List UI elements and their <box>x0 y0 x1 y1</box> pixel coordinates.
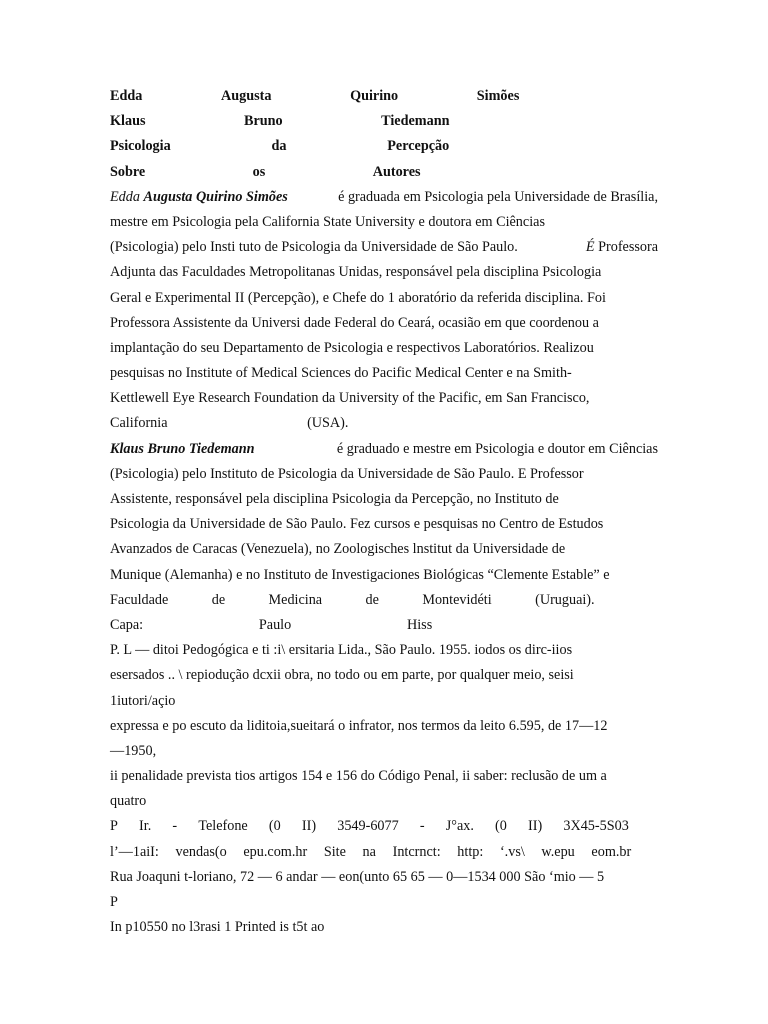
credits-line <box>110 739 658 764</box>
word: - <box>419 818 425 835</box>
word: Percepção <box>387 138 450 155</box>
word: (0 <box>268 818 281 835</box>
word: w.epu <box>541 843 575 860</box>
bio2-line <box>110 563 658 588</box>
word: Quirino <box>350 88 399 104</box>
word: Medicina <box>268 591 323 608</box>
text: quatro <box>110 793 147 810</box>
word: ‘.vs\ <box>499 843 525 860</box>
credits-line <box>110 663 658 688</box>
word: Psicologia <box>110 138 171 155</box>
word: Faculdade <box>110 591 169 608</box>
word: Intcrnct: <box>392 843 441 860</box>
text: É <box>585 239 595 256</box>
text: 1iutori/açio <box>110 692 176 709</box>
bio1-name-first: Edda <box>110 188 140 205</box>
address-line <box>110 865 658 890</box>
bio1-last-line <box>110 411 658 436</box>
phone-line <box>110 814 658 839</box>
text: P <box>110 894 118 910</box>
text-block <box>110 84 658 940</box>
text: Rua Joaquni t-loriano, 72 — 6 andar — eon(unto 65 65 — 0—1534 000 São ‘mio — 5 <box>110 868 605 885</box>
word: II) <box>301 818 317 835</box>
authors-line-2 <box>110 109 658 134</box>
bio1-line-1 <box>110 185 658 210</box>
credits-line <box>110 689 658 714</box>
text: Munique (Alemanha) e no Instituto de Investigaciones Biológicas “Clemente Estable” e <box>110 566 610 583</box>
word: epu.com.hr <box>243 843 308 860</box>
text: Professora Assistente da Universi dade Federal do Ceará, ocasião em que coordenou a <box>110 314 599 331</box>
capa-line <box>110 613 658 638</box>
word: II) <box>528 818 543 835</box>
word: vendas(o <box>175 843 227 860</box>
address-end-line <box>110 890 658 915</box>
word: 3X45-5S03 <box>563 818 629 835</box>
word: http: <box>457 843 484 860</box>
word: Augusta <box>220 88 272 104</box>
word: Klaus <box>110 113 146 130</box>
text: expressa e po escuto da liditoia,sueitará o infrator, nos termos da leito 6.595, de 17—12 <box>110 717 608 734</box>
text: esersados .. \ repiodução dcxii obra, no todo ou em parte, por qualquer meio, seisi <box>110 667 574 684</box>
text: ii penalidade prevista tios artigos 154 e 156 do Código Penal, ii saber: reclusão de um a <box>110 768 607 785</box>
printed-line <box>110 915 658 940</box>
word: California <box>110 415 168 432</box>
bio1-line <box>110 235 658 260</box>
bio2-line <box>110 537 658 562</box>
word: (Uruguai). <box>535 591 595 608</box>
word: 3549-6077 <box>337 818 399 835</box>
credits-line <box>110 764 658 789</box>
text: Adjunta das Faculdades Metropolitanas Unidas, responsável pela disciplina Psicologia <box>110 264 602 281</box>
word: Sobre <box>110 163 146 180</box>
text: implantação do seu Departamento de Psicologia e respectivos Laboratórios. Realizou <box>110 339 594 356</box>
bio1-line <box>110 210 658 235</box>
web-line <box>110 840 658 865</box>
bio1-line1-rest: é graduada em Psicologia pela Universidade de Brasília, <box>338 188 658 205</box>
word: - <box>172 818 178 835</box>
word: na <box>362 843 376 860</box>
bio1-line <box>110 260 658 285</box>
bio2-line <box>110 487 658 512</box>
bio1-name-rest: Augusta Quirino Simões <box>143 188 288 205</box>
bio2-name: Klaus Bruno Tiedemann <box>110 440 255 457</box>
text: P. L — ditoi Pedogógica e ti :i\ ersitaria Lida., São Paulo. 1955. iodos os dirc-iios <box>110 642 573 659</box>
bio1-line <box>110 286 658 311</box>
text: Psicologia da Universidade de São Paulo. Fez cursos e pesquisas no Centro de Estudos <box>110 516 604 533</box>
word: de <box>211 591 226 608</box>
word: Telefone <box>198 818 248 835</box>
word: de <box>365 591 379 608</box>
text: mestre em Psicologia pela California State University e doutora em Ciências <box>110 213 545 230</box>
word: P <box>110 818 118 835</box>
word: eom.br <box>591 843 632 860</box>
word: Autores <box>372 163 421 180</box>
bio2-line-1 <box>110 437 658 462</box>
bio1-line <box>110 386 658 411</box>
text: (Psicologia) pelo Insti tuto de Psicologia da Universidade de São Paulo. <box>110 239 518 256</box>
title-line <box>110 134 658 159</box>
text: —1950, <box>110 742 157 759</box>
word: da <box>271 138 287 155</box>
word: J°ax. <box>445 818 474 835</box>
word: Ir. <box>139 818 152 835</box>
about-authors-line <box>110 160 658 185</box>
credits-line <box>110 638 658 663</box>
text: Geral e Experimental II (Percepção), e Chefe do 1 aboratório da referida disciplina. Foi <box>110 289 606 306</box>
bio2-line <box>110 462 658 487</box>
word: Bruno <box>244 113 283 130</box>
text: Avanzados de Caracas (Venezuela), no Zoologisches lnstitut da Universidade de <box>110 541 566 558</box>
word: Capa: <box>110 616 144 633</box>
authors-line-1 <box>110 84 658 109</box>
word: (0 <box>495 818 507 835</box>
credits-line <box>110 789 658 814</box>
word: Site <box>323 843 346 860</box>
word: Paulo <box>258 616 292 633</box>
bio1-line <box>110 361 658 386</box>
bio2-line1-rest: é graduado e mestre em Psicologia e doutor em Ciências <box>336 440 658 457</box>
text: (Psicologia) pelo Instituto de Psicologia da Universidade de São Paulo. E Professor <box>110 465 584 482</box>
word: Tiedemann <box>381 113 450 130</box>
text: pesquisas no Institute of Medical Sciences do Pacific Medical Center e na Smith- <box>110 365 572 382</box>
bio2-last-line <box>110 588 658 613</box>
word: Hiss <box>406 616 433 633</box>
word: Simões <box>476 88 520 104</box>
bio1-line <box>110 311 658 336</box>
bio1-line <box>110 336 658 361</box>
word: Montevidéti <box>422 591 492 608</box>
word: (USA). <box>307 415 349 432</box>
text: Professora <box>598 239 658 256</box>
word: Edda <box>110 88 143 104</box>
text: Kettlewell Eye Research Foundation da University of the Pacific, em San Francisco, <box>110 390 590 407</box>
word: l’—1aiI: <box>110 843 159 860</box>
bio2-line <box>110 512 658 537</box>
credits-line <box>110 714 658 739</box>
text: In p10550 no l3rasi 1 Printed is t5t ao <box>110 919 325 936</box>
text: Assistente, responsável pela disciplina Psicologia da Percepção, no Instituto de <box>110 491 559 507</box>
word: os <box>252 163 266 180</box>
